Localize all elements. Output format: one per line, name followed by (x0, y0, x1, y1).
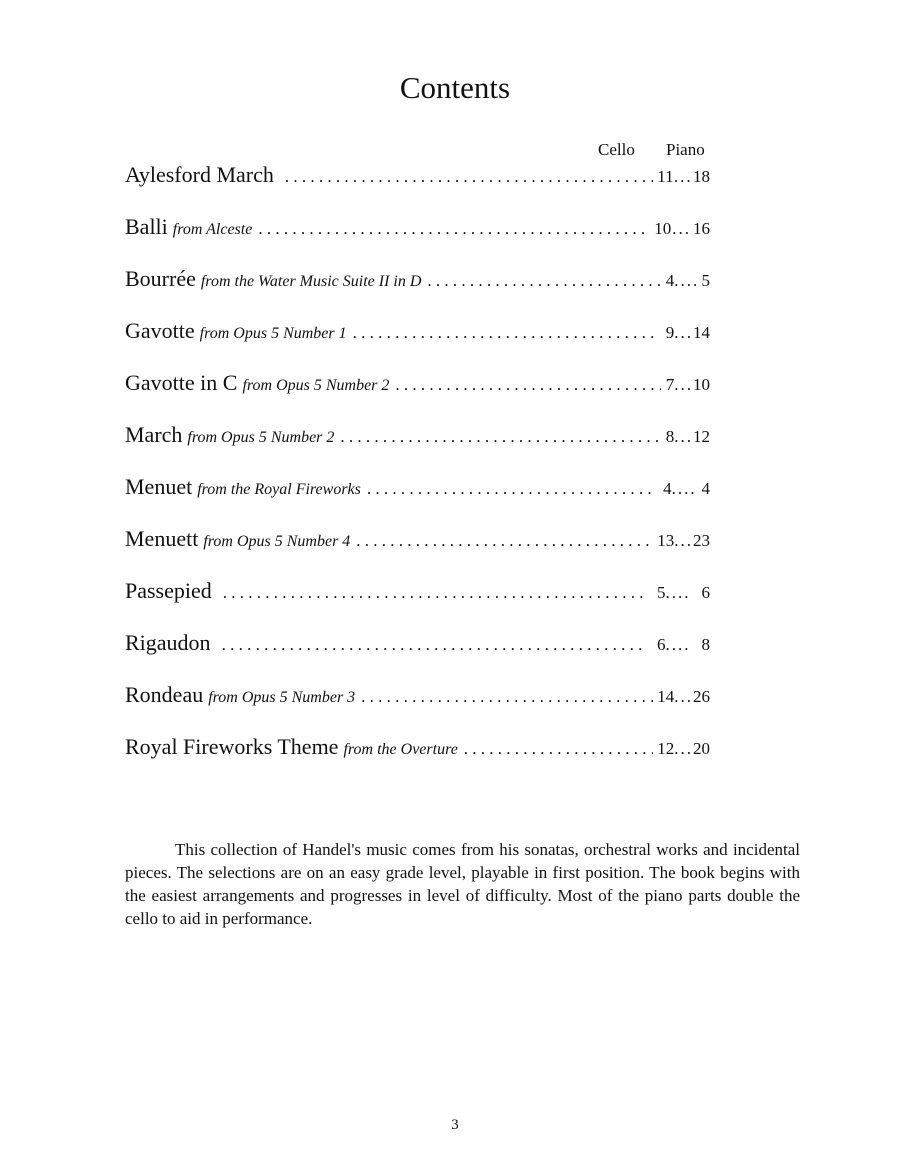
toc-entry (125, 526, 710, 556)
dot-leader (367, 479, 657, 499)
piece-title: Passepied (125, 578, 212, 603)
dot-leader (258, 219, 650, 239)
piano-page-number: 12 (693, 427, 710, 446)
piece-source: from Opus 5 Number 4 (203, 533, 351, 550)
cello-page-number: 7 (665, 375, 675, 394)
piano-page-number: 26 (693, 687, 710, 706)
piece-source: from Opus 5 Number 3 (208, 689, 356, 706)
cello-page-number: 8 (665, 427, 675, 446)
column-separator: ... (674, 375, 693, 394)
piece-title: Menuett (125, 526, 199, 551)
piece-title: Rigaudon (125, 630, 211, 655)
dot-leader (285, 167, 653, 187)
piano-page-number: 23 (693, 531, 710, 550)
cello-page-number: 4 (663, 479, 672, 498)
column-separator: ... (674, 427, 693, 446)
column-separator: ... (674, 323, 693, 342)
piano-page-number: 4 (701, 479, 710, 498)
toc-entry (125, 474, 710, 504)
column-separator: ... (674, 739, 693, 758)
piano-page-number: 14 (693, 323, 710, 342)
column-separator: .... (674, 271, 700, 290)
intro-paragraph: This collection of Handel's music comes from his sonatas, orchestral works and incidental pieces. The selections are on an easy grade level, playable in first position. The book begins with the easiest arrangements and progresses in level of difficulty. Most of the piano parts double the cello to aid in performance. (125, 840, 800, 928)
piece-title: Bourrée (125, 266, 196, 291)
toc-entry (125, 162, 710, 192)
cello-page-number: 5 (657, 583, 666, 602)
piece-source: from Opus 5 Number 2 (187, 429, 335, 446)
piece-title: March (125, 422, 183, 447)
cello-page-number: 11 (657, 167, 674, 186)
page-number: 3 (451, 1117, 459, 1133)
cello-page-number: 6 (656, 635, 666, 654)
toc-entry (125, 370, 710, 400)
piece-source: from Opus 5 Number 2 (242, 377, 390, 394)
piece-source: from the Overture (343, 741, 458, 758)
dot-leader (353, 323, 660, 343)
dot-leader (395, 375, 660, 395)
page-title: Contents (399, 70, 511, 105)
piano-page-number: 10 (693, 375, 710, 394)
toc-entry (125, 682, 710, 712)
piece-title: Rondeau (125, 682, 204, 707)
piece-source: from the Water Music Suite II in D (200, 273, 422, 290)
piece-title: Aylesford March (125, 162, 274, 187)
piano-page-number: 16 (693, 219, 710, 238)
cello-column-header: Cello (598, 140, 635, 159)
column-separator: ... (674, 531, 693, 550)
piece-source: from Alceste (172, 221, 253, 238)
piece-title: Gavotte in C (125, 370, 238, 395)
piano-column-header: Piano (666, 140, 705, 159)
cello-page-number: 4 (665, 271, 675, 290)
dot-leader (356, 531, 653, 551)
dot-leader (222, 635, 647, 655)
toc-entry (125, 578, 710, 608)
column-separator: ... (673, 167, 693, 186)
column-separator: .... (665, 583, 691, 602)
column-separator: .... (671, 479, 697, 498)
dot-leader (464, 739, 653, 759)
cello-page-number: 13 (657, 531, 675, 550)
cello-page-number: 9 (665, 323, 675, 342)
piano-page-number: 20 (693, 739, 710, 758)
dot-leader (340, 427, 658, 447)
piano-page-number: 8 (701, 635, 710, 654)
cello-page-number: 14 (657, 687, 675, 706)
piece-title: Royal Fireworks Theme (125, 734, 339, 759)
column-separator: .... (665, 635, 691, 654)
cello-page-number: 12 (657, 739, 675, 758)
piano-page-number: 18 (693, 167, 710, 186)
piece-source: from the Royal Fireworks (197, 481, 361, 498)
toc-entry (125, 734, 710, 764)
piano-page-number: 6 (701, 583, 710, 602)
piece-title: Gavotte (125, 318, 195, 343)
piece-title: Menuet (125, 474, 193, 499)
dot-leader (427, 271, 661, 291)
cello-page-number: 10 (654, 219, 672, 238)
column-separator: ... (674, 687, 693, 706)
toc-entry (125, 318, 710, 348)
toc-entry (125, 630, 710, 660)
piece-source: from Opus 5 Number 1 (199, 325, 347, 342)
piano-page-number: 5 (701, 271, 710, 290)
piece-title: Balli (125, 214, 168, 239)
toc-entry (125, 266, 710, 296)
toc-entry (125, 214, 710, 244)
toc-entry (125, 422, 710, 452)
column-separator: ... (672, 219, 691, 238)
dot-leader (223, 583, 646, 603)
dot-leader (361, 687, 653, 707)
